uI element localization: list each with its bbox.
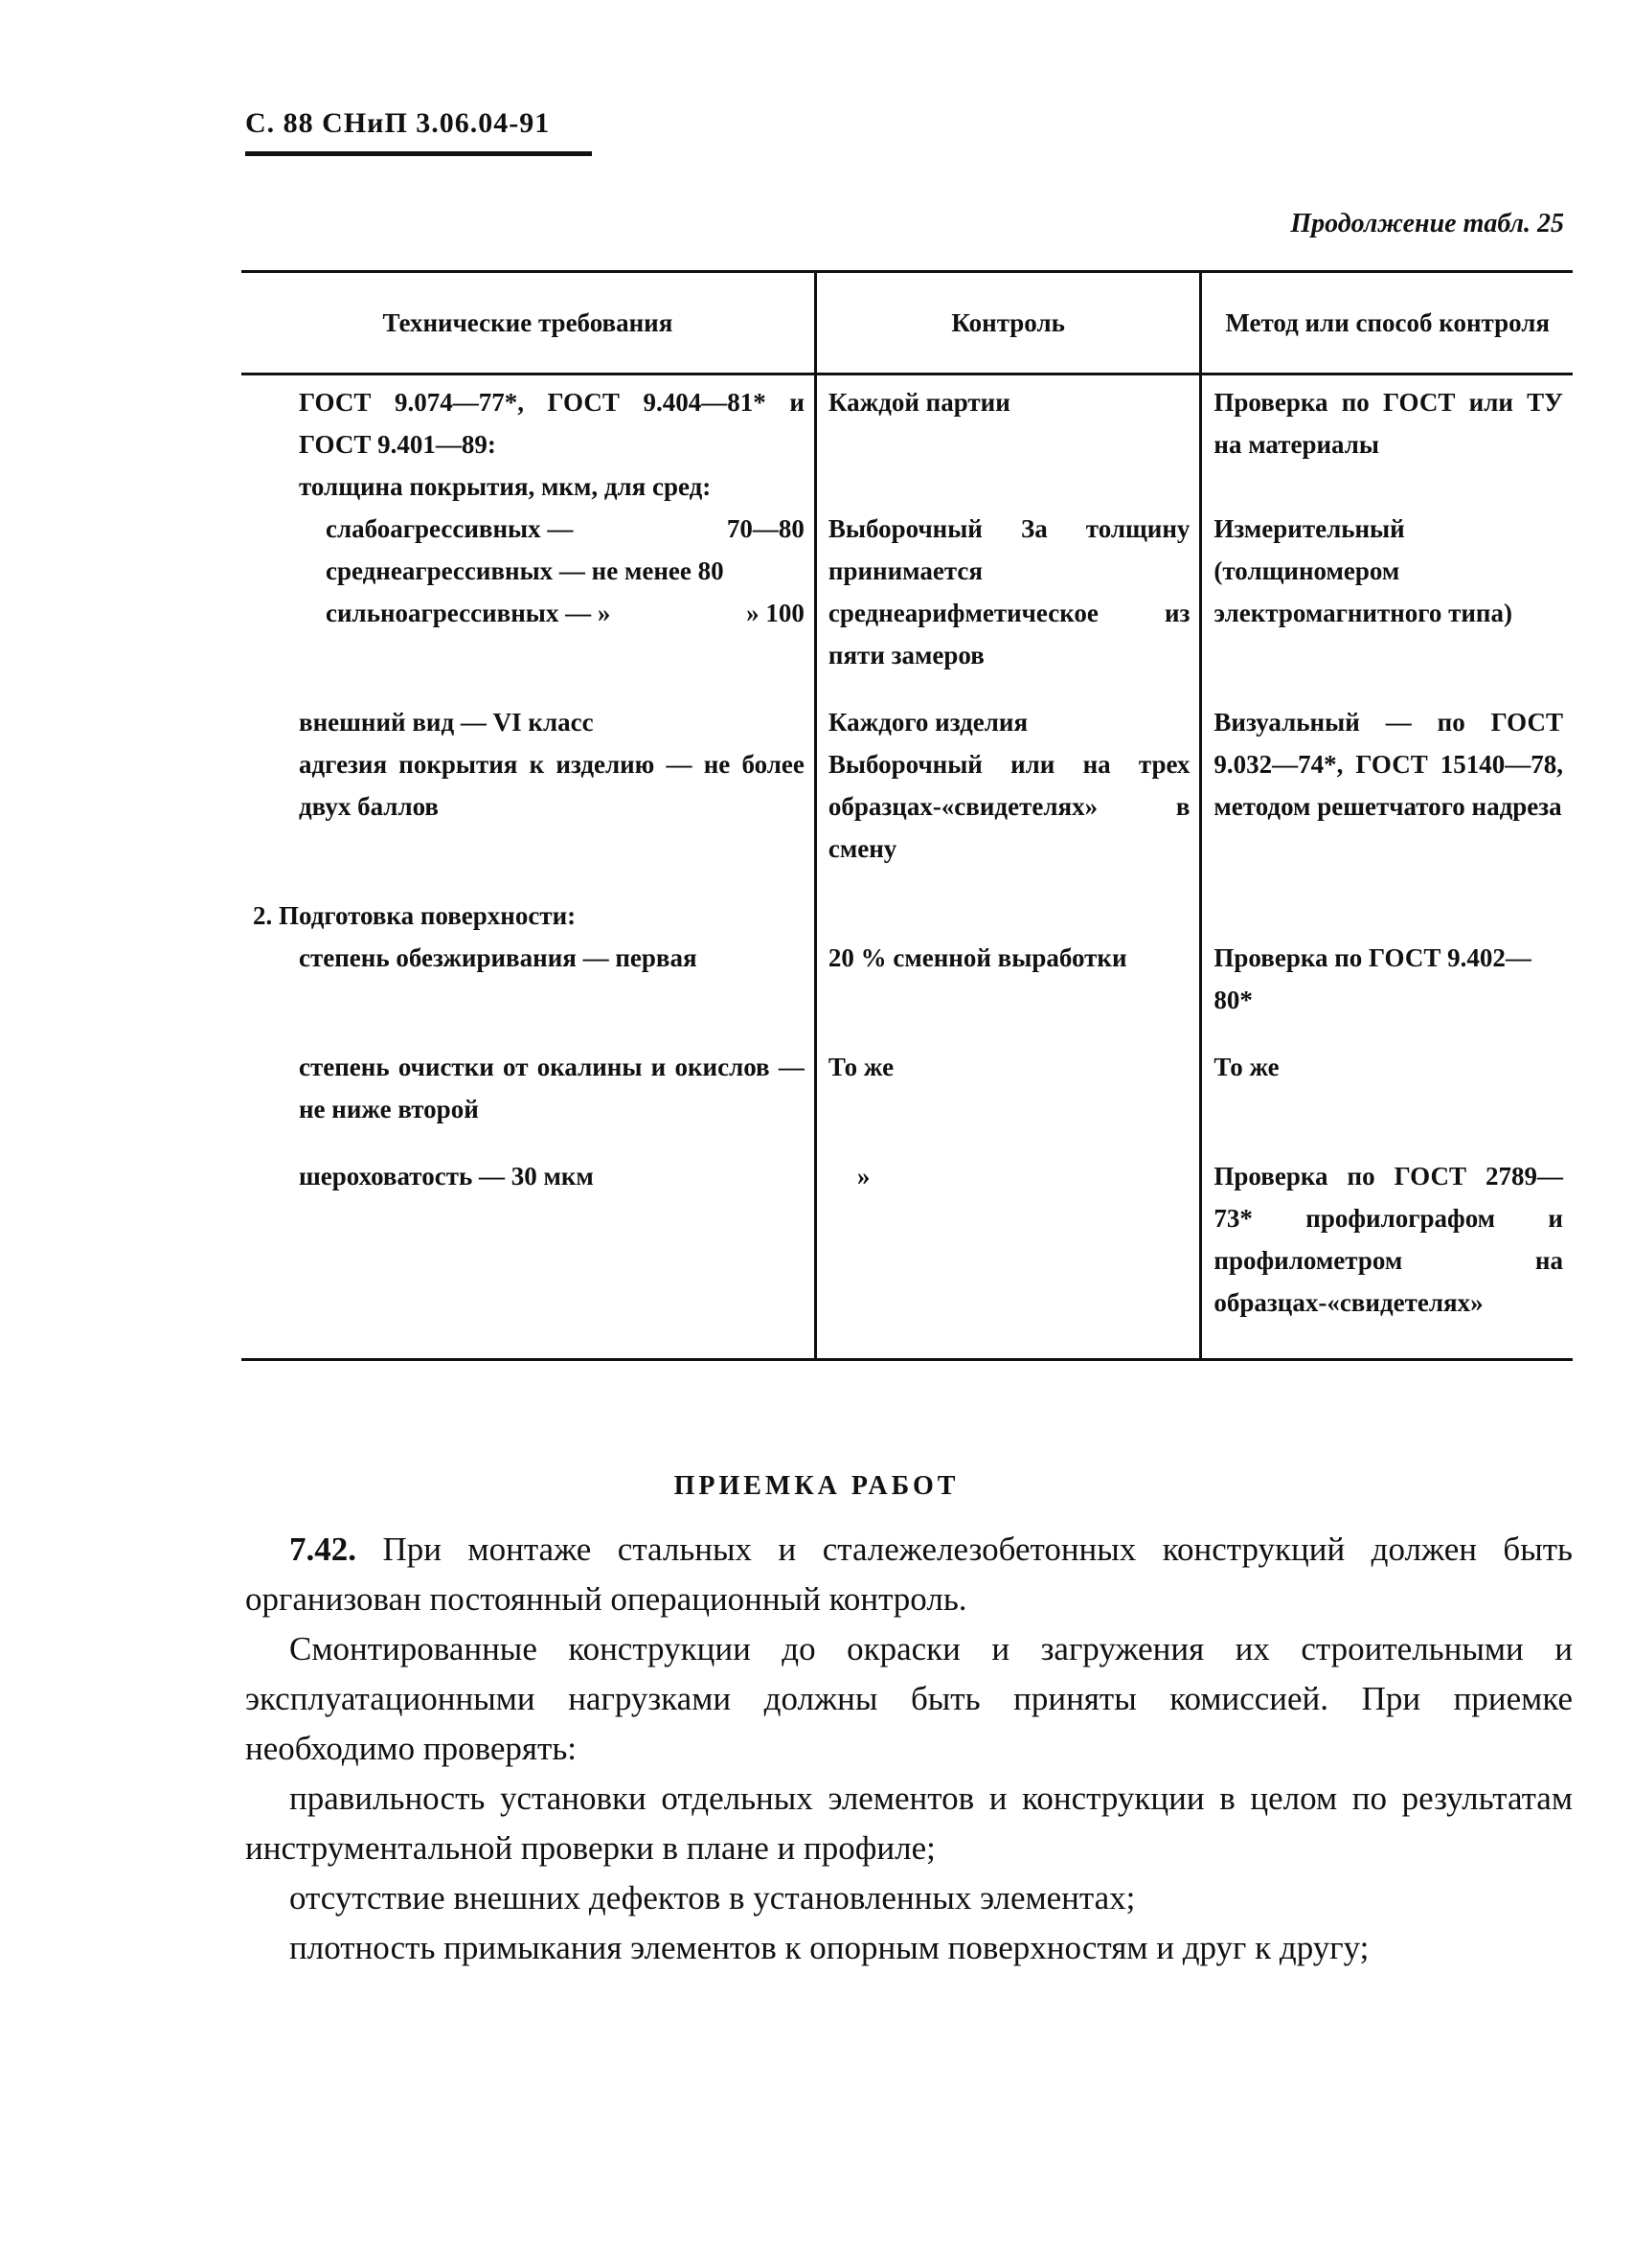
paragraph: отсутствие внешних дефектов в установленных элементах; bbox=[289, 1879, 1136, 1916]
method-value: Измерительный (толщиномером электромагнитного типа) bbox=[1213, 514, 1512, 627]
section-body bbox=[245, 1525, 1573, 1973]
method-value: Проверка по ГОСТ или ТУ на материалы bbox=[1213, 388, 1563, 459]
method-cell bbox=[1201, 1149, 1573, 1360]
requirement-section-title: 2. Подготовка поверхности: bbox=[253, 901, 577, 930]
table-row bbox=[241, 1149, 1573, 1360]
method-cell bbox=[1201, 374, 1573, 696]
requirement-strong-env bbox=[253, 592, 805, 634]
method-value: Визуальный — по ГОСТ 9.032—74*, ГОСТ 15140—78, методом решетчатого надреза bbox=[1213, 708, 1563, 821]
requirement-cleaning: степень очистки от окалины и окислов — не ниже второй bbox=[299, 1053, 805, 1123]
method-value: То же bbox=[1213, 1053, 1280, 1081]
control-value: Выборочный За толщину принимается среднеарифметическое из пяти замеров bbox=[828, 514, 1191, 669]
method-value: Проверка по ГОСТ 9.402—80* bbox=[1213, 943, 1531, 1014]
requirement-cell bbox=[241, 1040, 815, 1149]
control-value: » bbox=[856, 1162, 871, 1191]
column-header-control: Контроль bbox=[815, 272, 1201, 374]
page-reference: С. 88 СНиП 3.06.04-91 bbox=[245, 107, 551, 139]
paragraph: плотность примыкания элементов к опорным поверхностям и друг к другу; bbox=[289, 1929, 1370, 1966]
paragraph bbox=[245, 1525, 1573, 1624]
requirement-cell bbox=[241, 695, 815, 889]
column-header-requirements: Технические требования bbox=[241, 272, 815, 374]
requirement-adhesion: адгезия покрытия к изделию — не более двух баллов bbox=[299, 750, 805, 821]
requirement-thickness: толщина покрытия, мкм, для сред: bbox=[299, 472, 712, 501]
table-caption: Продолжение табл. 25 bbox=[1290, 209, 1564, 238]
control-cell bbox=[815, 1040, 1201, 1149]
requirement-degreasing: степень обезжиривания — первая bbox=[299, 943, 697, 972]
column-header-method: Метод или способ контроля bbox=[1201, 272, 1573, 374]
requirement-cell bbox=[241, 889, 815, 1040]
table-row bbox=[241, 374, 1573, 696]
weak-env-value: 70—80 bbox=[726, 514, 805, 543]
requirement-appearance: внешний вид — VI класс bbox=[299, 708, 594, 737]
table-header-row bbox=[241, 272, 1573, 374]
control-value: Каждого изделия bbox=[828, 708, 1029, 737]
strong-env-value: » 100 bbox=[746, 599, 805, 627]
strong-env-label: сильноагрессивных — » bbox=[326, 599, 611, 627]
table-row bbox=[241, 889, 1573, 1040]
method-value: Проверка по ГОСТ 2789—73* профилографом и профилометром на образцах-«свидетелях» bbox=[1213, 1162, 1563, 1317]
section-title: ПРИЕМКА РАБОТ bbox=[673, 1471, 960, 1501]
table-row bbox=[241, 695, 1573, 889]
method-cell bbox=[1201, 695, 1573, 889]
requirements-table bbox=[241, 270, 1573, 1361]
control-cell bbox=[815, 695, 1201, 889]
weak-env-label: слабоагрессивных — bbox=[326, 514, 574, 543]
requirement-intro: ГОСТ 9.074—77*, ГОСТ 9.404—81* и ГОСТ 9.401—89: bbox=[299, 388, 805, 459]
paragraph: Смонтированные конструкции до окраски и загружения их строительными и эксплуатационными нагрузками должны быть приняты комиссией. При приемке необходимо проверять: bbox=[245, 1630, 1573, 1767]
requirement-cell bbox=[241, 1149, 815, 1360]
paragraph-number: 7.42. bbox=[289, 1531, 356, 1568]
paragraph-text: При монтаже стальных и сталежелезобетонных конструкций должен быть организован постоянный операционный контроль. bbox=[245, 1531, 1574, 1618]
control-value: Каждой партии bbox=[828, 388, 1010, 417]
requirement-medium-env: среднеагрессивных — не менее 80 bbox=[326, 556, 724, 585]
control-value: То же bbox=[828, 1053, 895, 1081]
requirement-roughness: шероховатость — 30 мкм bbox=[299, 1162, 594, 1191]
control-cell bbox=[815, 889, 1201, 1040]
control-value: Выборочный или на трех образцах-«свидетелях» в смену bbox=[828, 750, 1191, 863]
method-cell bbox=[1201, 1040, 1573, 1149]
control-cell bbox=[815, 1149, 1201, 1360]
header-underline bbox=[245, 151, 592, 156]
requirement-weak-env bbox=[253, 508, 805, 550]
paragraph: правильность установки отдельных элементов и конструкции в целом по результатам инструментальной проверки в плане и профиле; bbox=[245, 1780, 1573, 1867]
table-row bbox=[241, 1040, 1573, 1149]
control-cell bbox=[815, 374, 1201, 696]
control-value: 20 % сменной выработки bbox=[828, 943, 1127, 972]
method-cell bbox=[1201, 889, 1573, 1040]
requirement-cell bbox=[241, 374, 815, 696]
